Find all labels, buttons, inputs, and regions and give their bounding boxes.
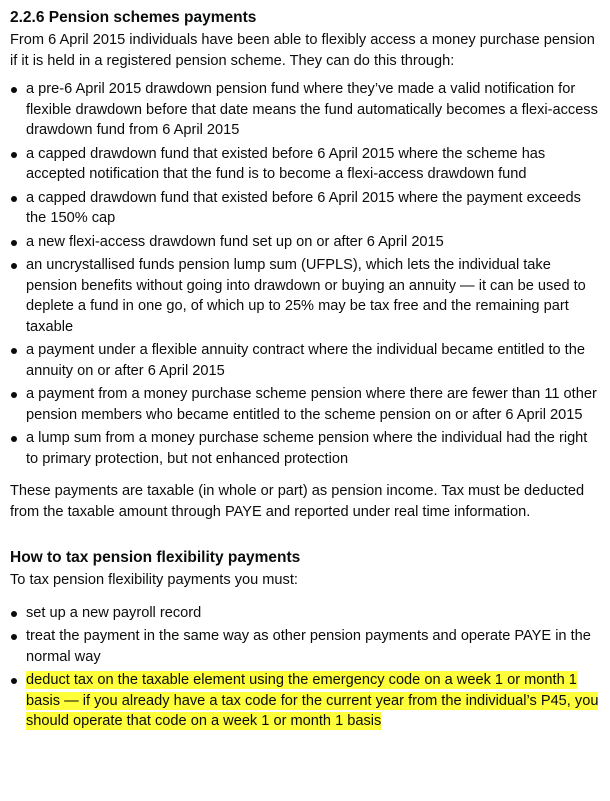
- section-intro: From 6 April 2015 individuals have been able to flexibly access a money purchase pension if it is held in a registered pension scheme. They can do this through:: [10, 32, 595, 69]
- how-to-intro: To tax pension flexibility payments you must:: [10, 572, 298, 588]
- list-item: a new flexi-access drawdown fund set up on or after 6 April 2015: [10, 232, 600, 253]
- list-item: a payment from a money purchase scheme pension where there are fewer than 11 other pension members who became entitled to the scheme pension on or after 6 April 2015: [10, 384, 600, 425]
- list-item: a pre-6 April 2015 drawdown pension fund where they’ve made a valid notification for flexible drawdown before that date means the fund automatically becomes a flexi-access drawdown fund from 6 April 2015: [10, 79, 600, 141]
- list-item: treat the payment in the same way as other pension payments and operate PAYE in the normal way: [10, 626, 600, 667]
- how-to-heading: How to tax pension flexibility payments: [10, 549, 301, 566]
- list-item: a capped drawdown fund that existed before 6 April 2015 where the payment exceeds the 150% cap: [10, 188, 600, 229]
- access-methods-list: [10, 79, 600, 469]
- list-item: an uncrystallised funds pension lump sum (UFPLS), which lets the individual take pension benefits without going into drawdown or buying an annuity — it can be used to deplete a fund in one go, of which up to 25% may be tax free and the remaining part taxable: [10, 255, 600, 337]
- section-title: 2.2.6 Pension schemes payments: [10, 9, 257, 26]
- taxable-note: These payments are taxable (in whole or part) as pension income. Tax must be deducted from the taxable amount through PAYE and reported under real time information.: [10, 483, 585, 520]
- how-to-list: [10, 603, 600, 732]
- list-item: a lump sum from a money purchase scheme pension where the individual had the right to primary protection, but not enhanced protection: [10, 428, 600, 469]
- list-item: a capped drawdown fund that existed before 6 April 2015 where the scheme has accepted notification that the fund is to become a flexi-access drawdown fund: [10, 144, 600, 185]
- list-item: set up a new payroll record: [10, 603, 600, 624]
- highlighted-text: deduct tax on the taxable element using the emergency code on a week 1 or month 1 basis — if you already have a tax code for the current year from the individual’s P45, you should operate that code on a week 1 or month 1 basis: [26, 672, 599, 729]
- highlighted-list-item: [10, 670, 600, 732]
- list-item: a payment under a flexible annuity contract where the individual became entitled to the annuity on or after 6 April 2015: [10, 340, 600, 381]
